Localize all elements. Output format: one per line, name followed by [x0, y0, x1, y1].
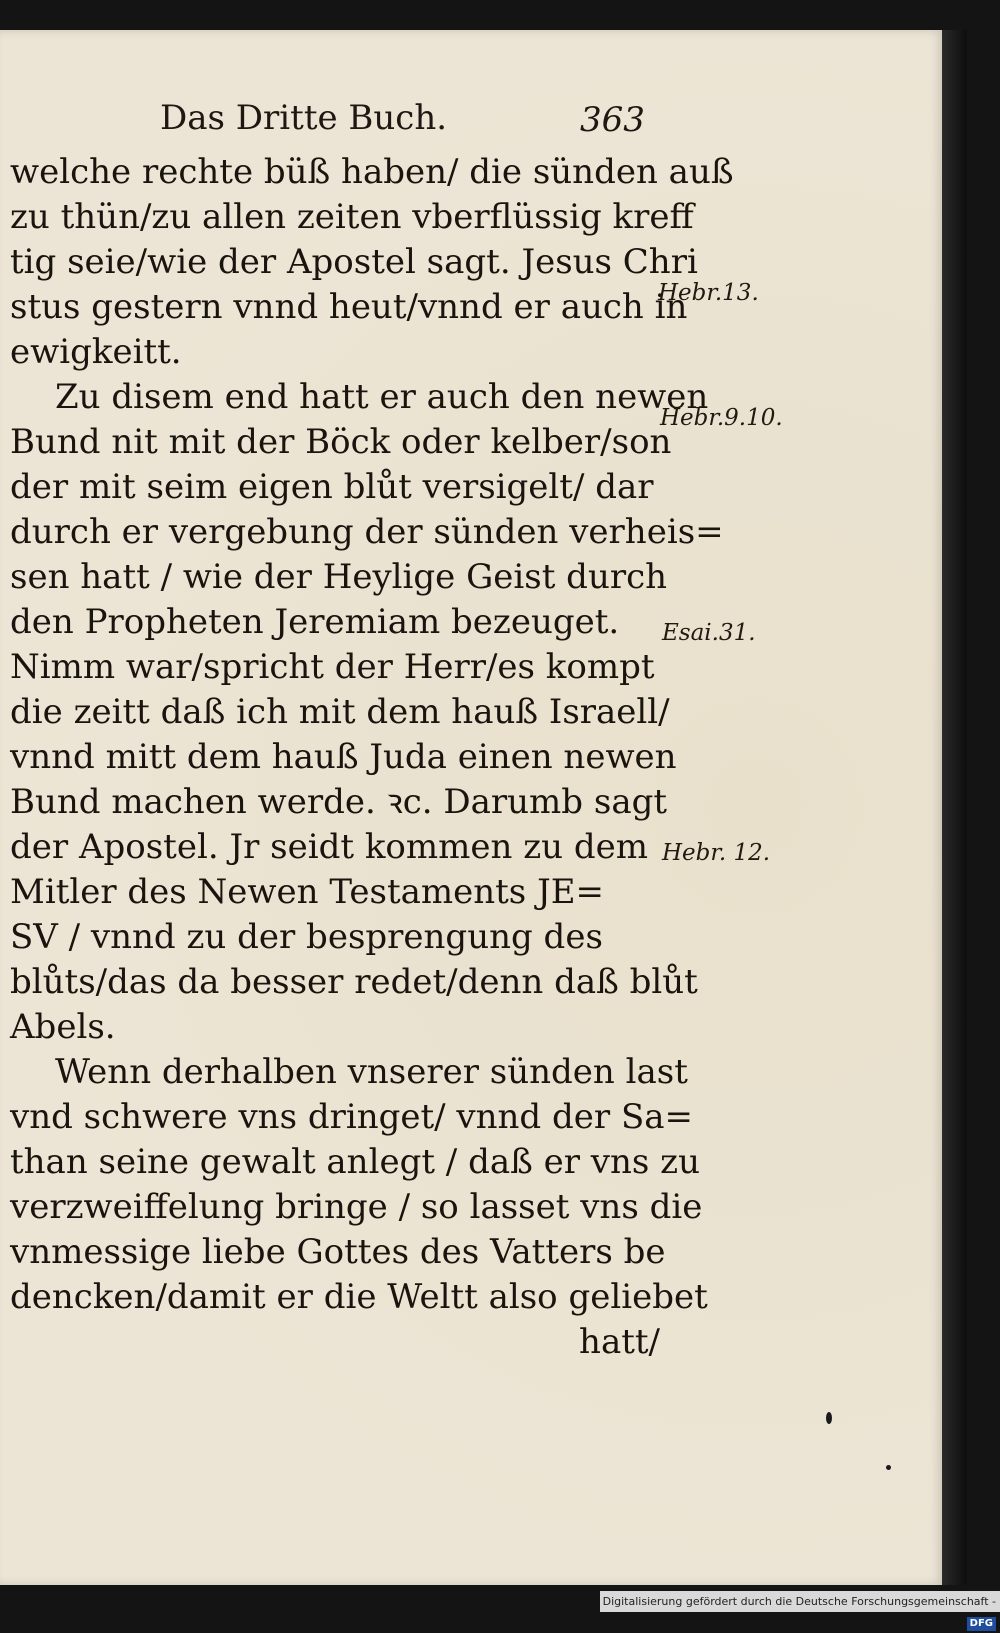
text-line: dencken/damit er die Weltt also geliebet [10, 1277, 708, 1317]
text-line: sen hatt / wie der Heylige Geist durch [10, 557, 668, 597]
text-line: den Propheten Jeremiam bezeuget. [10, 602, 620, 642]
text-line: der Apostel. Jr seidt kommen zu dem [10, 827, 648, 867]
text-line: vnd schwere vns dringet/ vnnd der Sa= [10, 1097, 694, 1137]
text-line: durch er vergebung der sünden verheis= [10, 512, 724, 552]
ink-speck [826, 1412, 832, 1424]
digitization-footer [600, 1591, 1000, 1629]
page-edge-shadow [942, 30, 967, 1585]
text-line: tig seie/wie der Apostel sagt. Jesus Chri [10, 242, 698, 282]
marginal-note: Hebr.13. [658, 280, 759, 306]
text-line: Mitler des Newen Testaments JE= [10, 872, 605, 912]
text-line: than seine gewalt anlegt / daß er vns zu [10, 1142, 700, 1182]
text-line: SV / vnnd zu der besprengung des [10, 917, 603, 957]
text-line: verzweiffelung bringe / so lasset vns die [10, 1187, 703, 1227]
text-line: Abels. [10, 1007, 116, 1047]
page-number: 363 [580, 100, 645, 140]
text-line: zu thün/zu allen zeiten vberflüssig kreff [10, 197, 694, 237]
text-line: Bund nit mit der Böck oder kelber/son [10, 422, 672, 462]
marginal-note: Hebr.9.10. [660, 405, 783, 431]
dfg-logo-icon: DFG [967, 1617, 996, 1631]
catchword: hatt/ [579, 1322, 660, 1362]
marginal-note: Hebr. 12. [662, 840, 771, 866]
text-line: vnnd mitt dem hauß Juda einen newen [10, 737, 677, 777]
footer-text: Digitalisierung gefördert durch die Deutsche Forschungsgemeinschaft - [602, 1595, 996, 1608]
text-line: vnmessige liebe Gottes des Vatters be [10, 1232, 666, 1272]
text-line: die zeitt daß ich mit dem hauß Israell/ [10, 692, 670, 732]
text-line: Zu disem end hatt er auch den newen [55, 377, 709, 417]
running-title: Das Dritte Buch. [160, 98, 448, 138]
text-line: blůts/das da besser redet/denn daß blůt [10, 962, 698, 1002]
text-line: der mit seim eigen blůt versigelt/ dar [10, 467, 654, 507]
text-line: ewigkeitt. [10, 332, 182, 372]
text-line: Bund machen werde. ꝛc. Darumb sagt [10, 782, 668, 822]
text-line: Nimm war/spricht der Herr/es kompt [10, 647, 655, 687]
text-line: welche rechte büß haben/ die sünden auß [10, 152, 734, 192]
marginal-note: Esai.31. [662, 620, 756, 646]
text-line: stus gestern vnnd heut/vnnd er auch in [10, 287, 688, 327]
text-line: Wenn derhalben vnserer sünden last [55, 1052, 688, 1092]
running-header [160, 92, 660, 142]
ink-speck [886, 1465, 891, 1470]
